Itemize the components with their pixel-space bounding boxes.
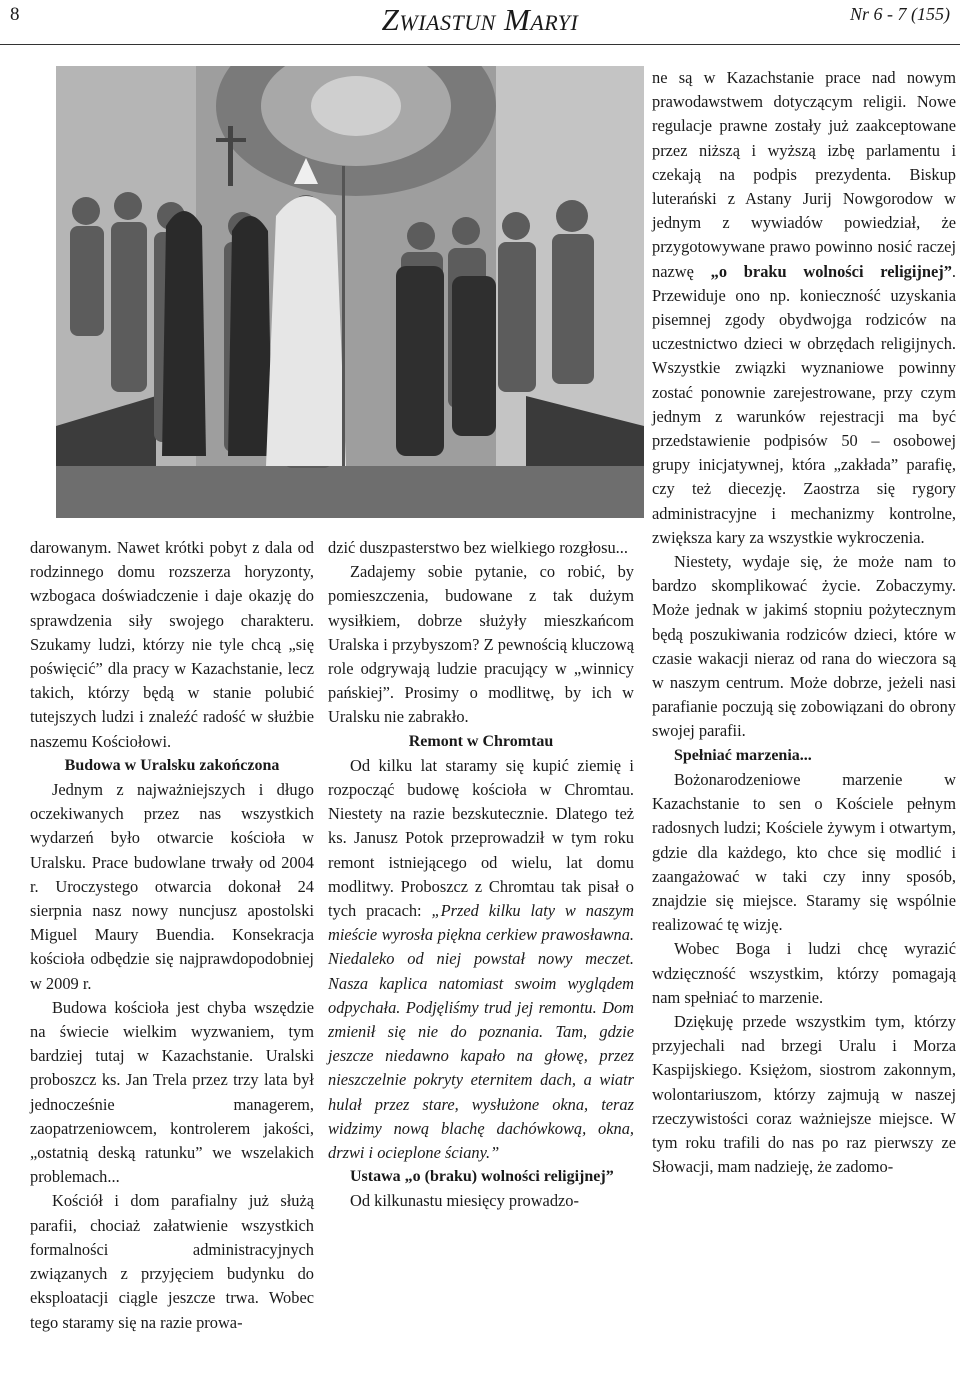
paragraph: darowanym. Nawet krótki pobyt z dala od rodzinnego domu rozszerza horyzonty, wzbogaca doświadczenie i daje okazję do sprawdzenia siły swojego charakteru. Szukamy ludzi, którzy nie tyle chcą „się poświęcić” dla pracy w Kazachstanie, lecz takich, którzy będą w stanie polubić tutejszych ludzi i znaleźć radość w służbie naszemu Kościołowi. <box>30 538 314 751</box>
text-column-3 <box>652 66 956 1179</box>
paragraph: Niestety, wydaje się, że może nam to bardzo skomplikować życie. Zobaczymy. Może jednak w jakimś stopniu pożytecznym będą poszukiwania rodziców dzieci, które w czasie wakacji nieraz od rana do wieczora są w naszym centrum. Może dobrze, jeżeli nasi parafianie poczują się zobowiązani do obrony swojej parafii. <box>652 552 956 741</box>
paragraph: dzić duszpasterstwo bez wielkiego rozgłosu... <box>328 538 628 557</box>
paragraph: Od kilkunastu miesięcy prowadzo- <box>350 1191 579 1211</box>
header-rule <box>0 44 960 45</box>
section-heading-dreams: Spełniać marzenia... <box>674 746 812 764</box>
group-photo-image <box>56 66 644 518</box>
paragraph: Budowa kościoła jest chyba wszędzie na świecie wielkim wyzwaniem, tym bardziej tutaj w Kazachstanie. Uralski proboszcz ks. Jan Trela przez trzy lata był jednocześnie managerem, zaopatrzeniowcem, kontrolerem jakości, „ostatnią deską ratunku” we wszelakich problemach... <box>30 997 314 1187</box>
page-number: 8 <box>10 4 20 25</box>
paragraph: Dziękuję przede wszystkim tym, którzy przyjechali nad brzegi Uralu i Morza Kaspijskiego. Księżom, siostrom zakonnym, wolontariuszom, którzy zajmują w naszej rzeczywistości coraz ważniejsze miejsce. W tym roku trafili do nas po raz pierwszy ze Słowacji, mam nadzieję, że zadomo- <box>652 1011 956 1177</box>
paragraph: Kościół i dom parafialny już służą parafii, chociaż załatwienie wszystkich formalności administracyjnych związanych z przyjęciem budynku do eksploatacji ciągle jeszcze trwa. Wobec tego staramy się na razie prowa- <box>30 1191 314 1332</box>
bold-phrase: „o braku wolności religijnej” <box>710 261 952 281</box>
paragraph-text: Od kilku lat staramy się kupić ziemię i rozpocząć budowę kościoła w Chromtau. Niestety na razie bezskutecznie. Dlatego też ks. Janusz Potok przeprowadził w tym roku remont istniejącego od wielu, lat domu modlitwy. Proboszcz z Chromtau tak pisał o tych pracach: <box>328 755 634 921</box>
paragraph: Wobec Boga i ludzi chcę wyrazić wdzięczność wszystkim, którzy pomagają nam spełniać to marzenie. <box>652 939 956 1007</box>
section-heading-uralsk: Budowa w Uralsku zakończona <box>64 756 280 774</box>
paragraph: Bożonarodzeniowe marzenie w Kazachstanie to sen o Kościele pełnym radosnych ludzi; Kościele żywym i otwartym, gdzie dla każdego, kto chce się modlić i zaangażować w taki czy inny sposób, znajdzie się miejsce. Staramy się wspólnie realizować tę wizję. <box>652 769 956 935</box>
paragraph-text: ne są w Kazachstanie prace nad nowym prawodawstwem dotyczącym religii. Nowe regulacje prawne zostały już zaakceptowane przez niższą i wyższą izbę parlamentu i czekają na podpis prezydenta. Biskup luterański z Astany Jurij Nowgorodow w jednym z wywiadów powiedział, że przygotowywane prawo powinno nosić raczej nazwę <box>652 68 956 281</box>
paragraph-text: . Przewiduje ono np. konieczność uzyskania pisemnej zgody obydwojga rodziców na uczestnictwo dzieci w obrzędach religijnych. Wszystkie związki wyznaniowe powinny zostać ponownie zarejestrowane, przy czym jednym z warunków rejestracji ma być przedstawienie podpisów 50 – osobowej grupy inicjatywnej, która „zakłada” parafię, czy też diecezję. Zaostrza się rygory administracyjne i mechanizmy kontrolne, zwiększa kary za wszystkie wykroczenia. <box>652 261 956 547</box>
page-header <box>0 0 960 46</box>
magazine-title: Zwiastun Maryi <box>381 2 579 37</box>
paragraph <box>652 66 956 550</box>
paragraph <box>328 754 634 1165</box>
section-heading-law: Ustawa „o (braku) wolności religijnej” <box>350 1168 614 1186</box>
section-heading-chromtau: Remont w Chromtau <box>408 732 554 750</box>
text-column-2 <box>328 536 634 1214</box>
issue-number: Nr 6 - 7 (155) <box>850 4 950 24</box>
group-photo <box>56 66 644 518</box>
paragraph: Jednym z najważniejszych i długo oczekiwanych przez nas wszystkich wydarzeń było otwarcie kościoła w Uralsku. Prace budowlane trwały od 2004 r. Uroczystego otwarcia dokonał 24 sierpnia nasz nowy nuncjusz apostolski Miguel Maury Buendia. Konsekracja kościoła odbędzie się najprawdopodobniej w 2009 r. <box>30 780 314 993</box>
text-column-1 <box>30 536 314 1335</box>
italic-quote: „Przed kilku laty w naszym mieście wyrosła piękna cerkiew prawosławna. Niedaleko od niej powstał nowy meczet. Nasza kaplica natomiast swoim wyglądem odpychała. Podjęliśmy trud jej remontu. Dom zmienił się nie do poznania. Tam, gdzie jeszcze niedawno kapało na głowę, przez nieszczelnie pokryty eternitem dach, a wiatr hulał przez stare, wysłużone okna, teraz widzimy nową blachę dachówkową, okna, drzwi i ocieplone ściany.” <box>328 901 635 1163</box>
paragraph: Zadajemy sobie pytanie, co robić, by pomieszczenia, budowane z tak dużym wysiłkiem, dobrze służyły mieszkańcom Uralska i przybyszom? Z pewnością kluczową role odgrywają ludzie pracujący w „winnicy pańskiej”. Prosimy o modlitwę, by ich w Uralsku nie zabrakło. <box>328 562 634 727</box>
